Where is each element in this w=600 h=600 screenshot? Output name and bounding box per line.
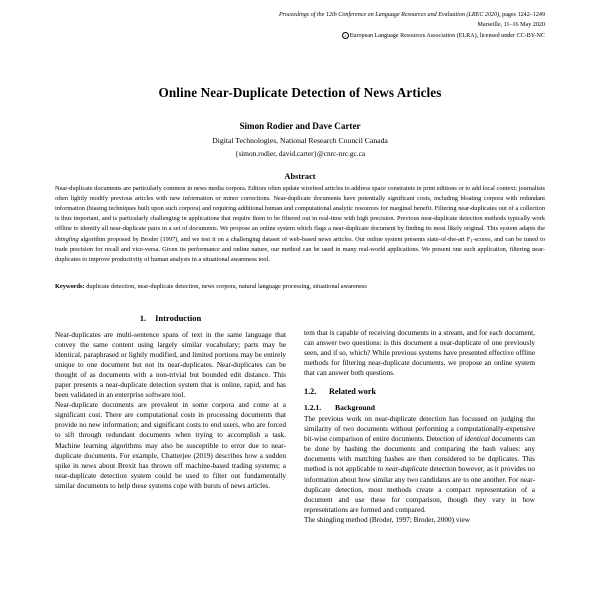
title-block <box>55 85 545 158</box>
background-italic-identical: identical <box>464 435 490 444</box>
section-number-related-work: 1.2. <box>304 387 317 397</box>
abstract-text-part-3: -scores, and can be tuned to trade precision for recall and vice-versa. Given its performance and online nature, our method can be used in many real-world applications. We present one such application, filtering near-duplicates to improve productivity of human analysts in a situational awareness tool. <box>55 235 545 263</box>
abstract-section <box>55 172 545 292</box>
affiliation: Digital Technologies, National Research Council Canada <box>212 136 388 146</box>
right-column <box>304 313 535 525</box>
intro-paragraph-2: Near-duplicate documents are prevalent in some corpora and come at a significant cost. There are computational costs in processing documents that provide no new information; and significant costs to end users, who are forced to sift through redundant documents when trying to accomplish a task. Machine learning algorithms may also be susceptible to error due to near-duplicate documents. For example, Chatterjee (2019) describes how a sudden spike in news about Brexit has thrown off machine-based trading systems; a near-duplicate detection system could be used to filter out fundamentally similar documents to help these systems cope with bursts of news articles. <box>55 401 286 490</box>
body-columns <box>55 313 545 525</box>
header-line-copyright <box>55 31 545 41</box>
header-proceedings-italic: Proceedings of the 12th Conference on Language Resources and Evaluation (LREC 2020) <box>278 12 500 18</box>
abstract-text-part-2: algorithm proposed by Broder (1997), and we test it on a challenging dataset of web-based news articles. Our online system presents state-of-the-art F <box>78 235 471 243</box>
keywords-value: duplicate detection, near-duplicate detection, news corpora, natural language processing, situational awareness <box>84 283 367 291</box>
section-number-background: 1.2.1. <box>304 403 322 413</box>
column-top-spacer <box>304 313 535 328</box>
keywords-label: Keywords: <box>55 283 85 291</box>
abstract-subscript-f1: 1 <box>470 237 473 243</box>
left-column <box>55 313 286 525</box>
header-license-text: European Language Resources Association (ELRA), licensed under CC-BY-NC <box>349 32 545 39</box>
section-title-related-work: Related work <box>329 387 377 397</box>
section-number-introduction: 1. <box>139 313 147 324</box>
header-line-proceedings <box>55 10 545 20</box>
background-cut-line: The shingling method (Broder, 1997; Broder, 2000) view <box>304 515 470 524</box>
background-text-part-3: detection however, as it provides no information about how similar any two candidates are to one another. For near-duplicate detection, most methods create a compact representation of a document and use these for comparison, though they vary in how representations are formed and compared. <box>304 465 535 514</box>
section-title-introduction: Introduction <box>155 313 202 324</box>
background-paragraph <box>304 414 535 514</box>
abstract-text-part-1: Near-duplicate documents are particularly common in news media corpora. Editors often update wirefeed articles to address space constraints in print editions or to add local context; journalists often lightly modify previous articles with new information or minor corrections. Near-duplicate documents have potentially significant costs, including bloating corpora with redundant information (biasing techniques built upon such corpora) and requiring additional human and computational analytic resources for marginal benefit. Filtering near-duplicates out of a collection is thus important, and is particularly challenging in applications that require them to be filtered out in real-time with high precision. Previous near-duplicate detection methods typically work offline to identify all near-duplicate pairs in a set of documents. We propose an online system which flags a near-duplicate document by finding its most likely original. This system adapts the <box>55 184 545 233</box>
background-italic-near-duplicate: near-duplicate <box>385 465 428 474</box>
publication-header <box>55 8 545 41</box>
section-heading-introduction <box>55 313 286 323</box>
section-title-background: Background <box>335 403 375 413</box>
abstract-italic-shingling: shingling <box>55 235 79 243</box>
background-text-part-2: documents can be done by hashing the documents and comparing the hash values: any documents with matching hashes are then considered to be duplicates. This method is not applicable to <box>304 435 535 474</box>
author-list: Simon Rodier and Dave Carter <box>239 121 361 132</box>
background-text-part-1: The previous work on near-duplicate detection has focussed on judging the similarity of two documents without performing a computationally-expensive bit-wise comparison of entire documents. Detection of <box>304 415 535 444</box>
abstract-body <box>55 184 545 265</box>
right-continuation-paragraph: tem that is capable of receiving documents in a stream, and for each document, can answer two questions: is this document a near-duplicate of one previously seen, and if so, which? While previous systems have presented effective offline methods for filtering near-duplicate documents, we propose an online system that can answer both questions. <box>304 329 535 378</box>
keywords-line <box>55 282 545 292</box>
abstract-heading: Abstract <box>284 171 316 181</box>
author-emails: {simon.rodier, david.carter}@cnrc-nrc.gc.ca <box>234 148 366 158</box>
intro-paragraph-1: Near-duplicates are multi-sentence spans of text in the same language that convey the same content using largely similar vocabulary; parts may be identical, paraphrased or lightly modified, and limited portions may be entirely unique to one document but not its near-duplicates. Near-duplicates can be thought of as documents with a non-trivial but bounded edit distance. This paper presents a near-duplicate detection system that is online, rapid, and has been validated in an enterprise software tool. <box>55 331 286 400</box>
section-heading-related-work <box>304 387 535 396</box>
copyright-icon: c <box>342 32 349 39</box>
header-line-location-date: Marseille, 11–16 May 2020 <box>477 22 545 29</box>
page-title: Online Near-Duplicate Detection of News Articles <box>158 85 442 101</box>
header-pages: , pages 1242–1249 <box>499 12 545 18</box>
section-heading-background <box>304 403 535 412</box>
